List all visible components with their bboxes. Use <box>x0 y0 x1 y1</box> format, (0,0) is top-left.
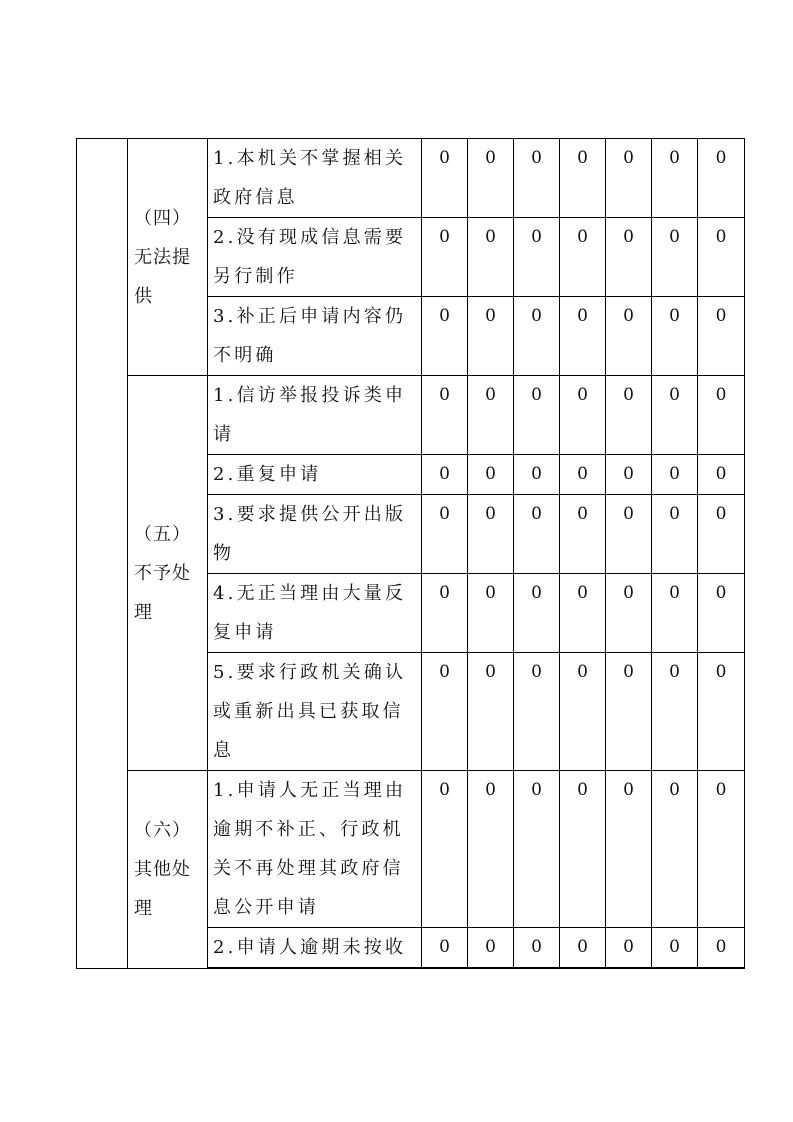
value-cell <box>652 574 698 653</box>
category-cell <box>128 771 208 969</box>
category-label: （五）不予处理 <box>134 523 191 623</box>
value: 0 <box>669 464 680 484</box>
value: 0 <box>485 937 496 957</box>
item-label: 4.无正当理由大量反复申请 <box>213 583 407 643</box>
value: 0 <box>577 148 588 168</box>
value: 0 <box>485 464 496 484</box>
table-row <box>77 376 745 455</box>
value: 0 <box>577 504 588 524</box>
value: 0 <box>531 504 542 524</box>
item-label: 1.信访举报投诉类申请 <box>213 385 407 445</box>
value: 0 <box>485 306 496 326</box>
value-cell <box>606 455 652 495</box>
value: 0 <box>485 780 496 800</box>
value-cell <box>514 455 560 495</box>
value: 0 <box>715 583 727 603</box>
value: 0 <box>531 937 542 957</box>
value-cell <box>468 653 514 771</box>
value: 0 <box>531 306 542 326</box>
value-cell <box>560 574 606 653</box>
value: 0 <box>623 385 634 405</box>
value: 0 <box>485 662 496 682</box>
value-cell <box>514 495 560 574</box>
value-cell <box>422 771 468 928</box>
value: 0 <box>623 306 634 326</box>
value-cell <box>514 653 560 771</box>
item-label: 1.本机关不掌握相关政府信息 <box>213 148 407 208</box>
value-cell <box>422 495 468 574</box>
value: 0 <box>669 780 680 800</box>
value-cell <box>560 928 606 969</box>
category-cell <box>128 139 208 376</box>
value-cell <box>606 495 652 574</box>
value: 0 <box>577 227 588 247</box>
table-row <box>77 771 745 928</box>
value-cell <box>514 297 560 376</box>
value-cell <box>606 771 652 928</box>
value: 0 <box>623 780 634 800</box>
value: 0 <box>623 148 634 168</box>
item-label: 2.申请人逾期未按收 <box>213 937 407 958</box>
value: 0 <box>715 662 727 682</box>
item-cell <box>208 653 422 771</box>
value-cell <box>468 574 514 653</box>
value-cell <box>560 495 606 574</box>
value-cell <box>468 771 514 928</box>
value: 0 <box>669 583 680 603</box>
value: 0 <box>531 780 542 800</box>
value-cell <box>514 574 560 653</box>
item-cell <box>208 139 422 218</box>
value-cell <box>514 928 560 969</box>
value-cell <box>422 218 468 297</box>
value: 0 <box>715 227 727 247</box>
value-cell <box>606 574 652 653</box>
value-cell <box>514 139 560 218</box>
value: 0 <box>623 937 634 957</box>
value-cell <box>698 376 745 455</box>
value-cell <box>422 455 468 495</box>
outer-category-cell <box>77 139 128 969</box>
value: 0 <box>439 464 450 484</box>
value: 0 <box>485 504 496 524</box>
item-label: 1.申请人无正当理由逾期不补正、行政机关不再处理其政府信息公开申请 <box>213 780 407 918</box>
value-cell <box>468 218 514 297</box>
value-cell <box>698 218 745 297</box>
value: 0 <box>531 227 542 247</box>
value-cell <box>698 455 745 495</box>
value: 0 <box>439 780 450 800</box>
value-cell <box>560 297 606 376</box>
value: 0 <box>715 780 727 800</box>
value: 0 <box>531 662 542 682</box>
item-cell <box>208 376 422 455</box>
value-cell <box>652 297 698 376</box>
value: 0 <box>577 464 588 484</box>
value: 0 <box>485 385 496 405</box>
item-cell <box>208 928 422 969</box>
category-label: （四）无法提供 <box>134 207 191 307</box>
value-cell <box>468 455 514 495</box>
value: 0 <box>531 385 542 405</box>
value-cell <box>606 653 652 771</box>
value-cell <box>422 928 468 969</box>
value-cell <box>606 928 652 969</box>
value-cell <box>652 653 698 771</box>
value-cell <box>652 928 698 969</box>
value-cell <box>422 574 468 653</box>
value: 0 <box>439 662 450 682</box>
value: 0 <box>439 385 450 405</box>
value: 0 <box>623 227 634 247</box>
value-cell <box>652 495 698 574</box>
value: 0 <box>623 464 634 484</box>
statistics-table <box>76 138 745 969</box>
item-label: 3.要求提供公开出版物 <box>213 504 407 564</box>
value: 0 <box>715 306 727 326</box>
value: 0 <box>669 662 680 682</box>
value-cell <box>422 297 468 376</box>
item-cell <box>208 574 422 653</box>
value: 0 <box>669 227 680 247</box>
value: 0 <box>577 937 588 957</box>
value: 0 <box>669 385 680 405</box>
value-cell <box>606 297 652 376</box>
value-cell <box>698 574 745 653</box>
value: 0 <box>669 937 680 957</box>
value: 0 <box>577 385 588 405</box>
value: 0 <box>485 227 496 247</box>
value-cell <box>698 928 745 969</box>
value-cell <box>422 653 468 771</box>
value-cell <box>560 139 606 218</box>
item-cell <box>208 771 422 928</box>
value: 0 <box>439 227 450 247</box>
value-cell <box>652 139 698 218</box>
value-cell <box>468 928 514 969</box>
value: 0 <box>439 504 450 524</box>
value: 0 <box>439 306 450 326</box>
item-cell <box>208 455 422 495</box>
value-cell <box>468 297 514 376</box>
value-cell <box>698 653 745 771</box>
value-cell <box>468 495 514 574</box>
value: 0 <box>577 662 588 682</box>
category-label: （六）其他处理 <box>134 819 191 919</box>
value: 0 <box>623 504 634 524</box>
item-label: 2.重复申请 <box>213 464 322 485</box>
item-label: 5.要求行政机关确认或重新出具已获取信息 <box>213 662 407 761</box>
value-cell <box>560 218 606 297</box>
value-cell <box>514 771 560 928</box>
value: 0 <box>715 385 727 405</box>
value-cell <box>468 376 514 455</box>
value-cell <box>652 455 698 495</box>
value-cell <box>560 653 606 771</box>
value: 0 <box>623 662 634 682</box>
value-cell <box>514 376 560 455</box>
value-cell <box>652 376 698 455</box>
value: 0 <box>439 937 450 957</box>
value-cell <box>652 771 698 928</box>
value: 0 <box>531 464 542 484</box>
value: 0 <box>669 306 680 326</box>
value: 0 <box>715 148 727 168</box>
value: 0 <box>623 583 634 603</box>
value-cell <box>698 139 745 218</box>
value-cell <box>422 376 468 455</box>
value-cell <box>422 139 468 218</box>
item-cell <box>208 297 422 376</box>
table-row <box>77 139 745 218</box>
value-cell <box>560 376 606 455</box>
value: 0 <box>439 583 450 603</box>
value: 0 <box>485 583 496 603</box>
item-label: 3.补正后申请内容仍不明确 <box>213 306 407 366</box>
value-cell <box>606 376 652 455</box>
value: 0 <box>577 583 588 603</box>
value: 0 <box>577 780 588 800</box>
value-cell <box>698 495 745 574</box>
value: 0 <box>439 148 450 168</box>
value: 0 <box>669 148 680 168</box>
value-cell <box>652 218 698 297</box>
value: 0 <box>715 464 727 484</box>
value-cell <box>560 771 606 928</box>
item-cell <box>208 495 422 574</box>
value: 0 <box>531 148 542 168</box>
value-cell <box>514 218 560 297</box>
value: 0 <box>669 504 680 524</box>
item-cell <box>208 218 422 297</box>
value: 0 <box>715 937 727 957</box>
value-cell <box>468 139 514 218</box>
value-cell <box>606 218 652 297</box>
value-cell <box>606 139 652 218</box>
value: 0 <box>485 148 496 168</box>
value-cell <box>698 771 745 928</box>
category-cell <box>128 376 208 771</box>
value-cell <box>698 297 745 376</box>
value-cell <box>560 455 606 495</box>
item-label: 2.没有现成信息需要另行制作 <box>213 227 407 287</box>
value: 0 <box>531 583 542 603</box>
value: 0 <box>577 306 588 326</box>
value: 0 <box>715 504 727 524</box>
